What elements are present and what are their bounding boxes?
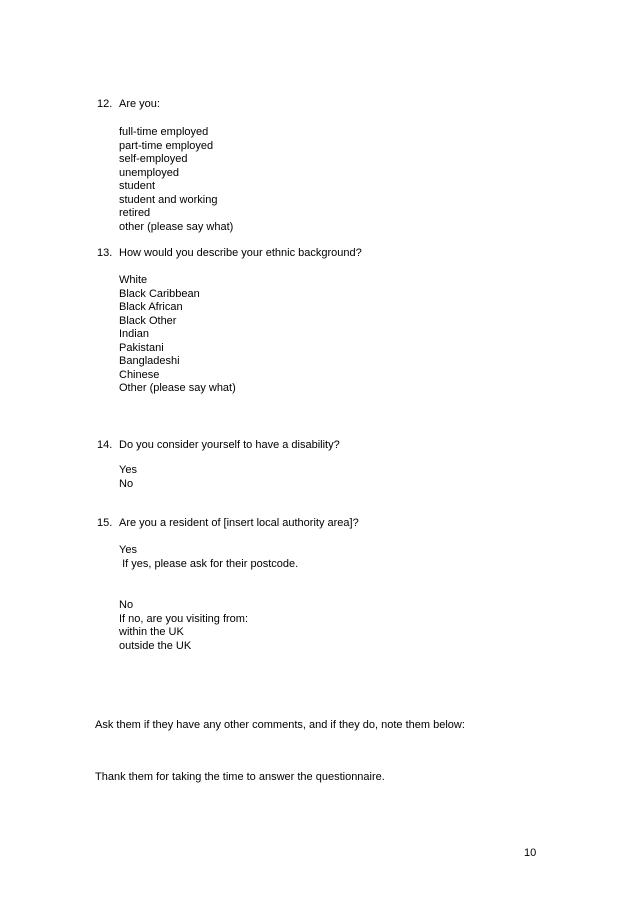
question-12-options <box>119 126 559 234</box>
question-12-number: 12. <box>97 98 113 110</box>
option-line: part-time employed <box>119 139 214 152</box>
option-line: Black Other <box>119 314 177 327</box>
option-line: Yes <box>119 544 137 556</box>
option-line: Indian <box>119 328 149 340</box>
question-14-number: 14. <box>97 439 113 451</box>
option-line: retired <box>119 207 151 219</box>
question-15-number: 15. <box>97 517 113 529</box>
question-14 <box>97 439 567 453</box>
question-15-no-group <box>119 599 559 653</box>
question-14-text: Do you consider yourself to have a disability? <box>119 439 340 451</box>
comments-note: Ask them if they have any other comments, and if they do, note them below: <box>95 719 465 731</box>
option-line: unemployed <box>119 166 179 179</box>
question-14-options <box>119 464 559 491</box>
option-line: If yes, please ask for their postcode. <box>119 557 299 570</box>
question-15-text: Are you a resident of [insert local authority area]? <box>119 517 359 529</box>
question-12 <box>97 98 567 112</box>
question-15 <box>97 517 567 531</box>
question-13-number: 13. <box>97 247 113 259</box>
option-line: Pakistani <box>119 341 164 354</box>
question-13-text: How would you describe your ethnic background? <box>119 247 362 259</box>
option-line: If no, are you visiting from: <box>119 612 248 625</box>
option-line: other (please say what) <box>119 220 234 233</box>
option-line: full-time employed <box>119 126 209 138</box>
option-line: Black Caribbean <box>119 287 200 300</box>
option-line: Other (please say what) <box>119 382 236 394</box>
option-line: within the UK <box>119 626 184 638</box>
question-13-options <box>119 274 559 396</box>
option-line: student and working <box>119 193 218 206</box>
option-line: White <box>119 274 148 286</box>
thanks-note: Thank them for taking the time to answer the questionnaire. <box>95 771 385 783</box>
option-line: self-employed <box>119 153 188 165</box>
question-12-text: Are you: <box>119 98 160 110</box>
option-line: No <box>119 477 134 490</box>
option-line: outside the UK <box>119 639 192 652</box>
page-number: 10 <box>524 847 537 859</box>
option-line: No <box>119 599 134 611</box>
option-line: Chinese <box>119 368 160 381</box>
option-line: Black African <box>119 301 183 313</box>
question-13 <box>97 247 567 261</box>
option-line: Bangladeshi <box>119 355 180 367</box>
question-15-yes-group <box>119 544 559 571</box>
option-line: Yes <box>119 464 137 476</box>
option-line: student <box>119 180 156 192</box>
